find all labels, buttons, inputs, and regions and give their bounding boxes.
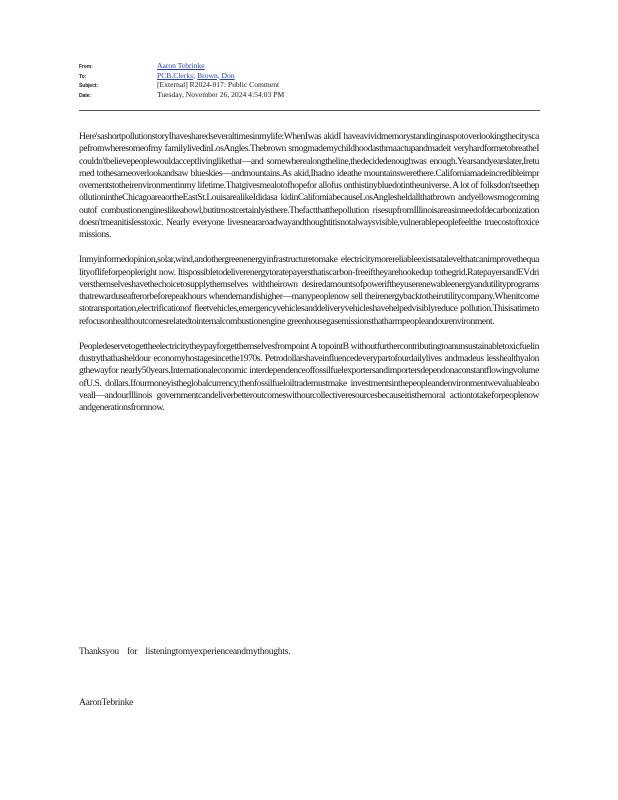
email-header [79,61,539,99]
body-paragraph-1: Here'sashortpollutionstoryIhavesharedseveraltimesinmylife:WhenIwas akidI haveavividmemorystandinginaspotoverlookingthecityscapefromwheresomeofmy familylivedinLosAngles.Thebrown smogmademychildhoodasthmaactupandmadeit veryhardformetobreatheIcouldn'tbelievepeoplewouldacceptlivinglikethat—and somewherealongtheline,thedecidedenoughwas enough.Yearsandyearslater,Ireturned tothesameoverlookandsaw blueskies—andmountains.As akid,Ihadno ideathe mountainswerethere.Californiamadeincredibleimprovementstotheirenvironmentinmy lifetime.Thatgivesmealotofhopefor allofus onthistinybluedotintheuniverse. A lot of folksdon'tseethepollutionintheChicagoareaortheEastSt.LouisarealikeIdidasa kidinCaliforniabecauseLosAnglesheldallthatbrown andyellowsmogcomingoutof combustionengineslikeabowl,butitmostcertainlyisthere.Thefactthatthepollution risesupfromIllinoisareasinneedofdecarbonizationdoesn'tmeanitislesstoxic. Nearly everyone livesneararoadwayandthoughtitisnotalwaysvisible,vulnerablepeoplefeelthe truecostoftoxicemissions. [79,131,539,241]
subject-value: [External] R2024-017: Public Comment [157,80,280,90]
date-value: Tuesday, November 26, 2024 4:54:03 PM [157,89,285,99]
recipient-separator: ; [193,70,198,80]
date-row [79,90,539,100]
from-label: From: [79,64,93,70]
subject-row [79,80,539,90]
body-paragraph-3: Peopledeservetogettheelectricitytheypayforgetthemselvesfrompoint A topointB withoutfurthercontributingtoanunsustainabletoxicfuelindustrythathasheldour economyhostagesincethe1970s. Petrodollarshaveinfluencedeverypartofourdailylives andmadeus lesshealthyalongthewayfor nearly50years.Internationaleconomic interdependenceoffossilfuelexportersandimportersdependonaconstantflowingvolume ofU.S. dollars.Ifourmoneyistheglobalcurrency,thenfossilfueloiltrademustmake investmentsinthepeopleandenvironmentwevaluableaboveall—andourIllinois governmentcandeliverbetteroutcomeswithourcollectiveresourcesbecauseitisthemoral actiontotakeforpeoplenow andgenerationsfromnow. [79,340,539,414]
date-label: Date: [79,92,92,99]
recipient-link-brown-don[interactable]: Brown, Don [197,70,235,80]
from-row [79,61,539,71]
to-label: To: [79,73,87,80]
body-paragraph-2: Inmyinformedopinion,solar,wind,andothergreenenergyinfrastructuretomake electricitymorereliableexistsatalevelthatcanimprovethequalityoflifeforpeopleright now. Itispossibletodeliverenergytoratepayersthatiscarbon-freeiftheyarehookedup tothegrid.RatepayersandEVdriversthemselveshavethechoicetosupplythemselves withtheirown desiredamountsofpoweriftheyuserenewableenergyandutilityprograms thatrewarduseafterorbeforepeakhours whendemandishigher—manypeoplenow sell theirenergybacktotheirutilitycompany.Whenitcomestotransportation,electrificationof fleetvehicles,emergencyvehiclesanddeliveryvehicleshavehelpedvisiblyreduce pollution.Thisisatimetorefocusonhealthoutcomesrelatedtointernalcombustionengine greenhousegasemissionsthatharmpeopleandourenvironment. [79,254,539,327]
header-divider [79,110,540,111]
letter-body [79,131,539,427]
recipient-link-pcb-clerks[interactable]: PCB.Clerks [157,70,194,80]
to-recipients [157,71,235,80]
from-sender-link[interactable]: Aaron Tebrinke [157,61,205,70]
closing-line: Thanksyou for listeningtomyexperienceandmythoughts. [79,646,291,657]
subject-label: Subject: [79,83,98,90]
signature-name: AaronTebrinke [79,697,134,708]
to-row [79,71,539,81]
